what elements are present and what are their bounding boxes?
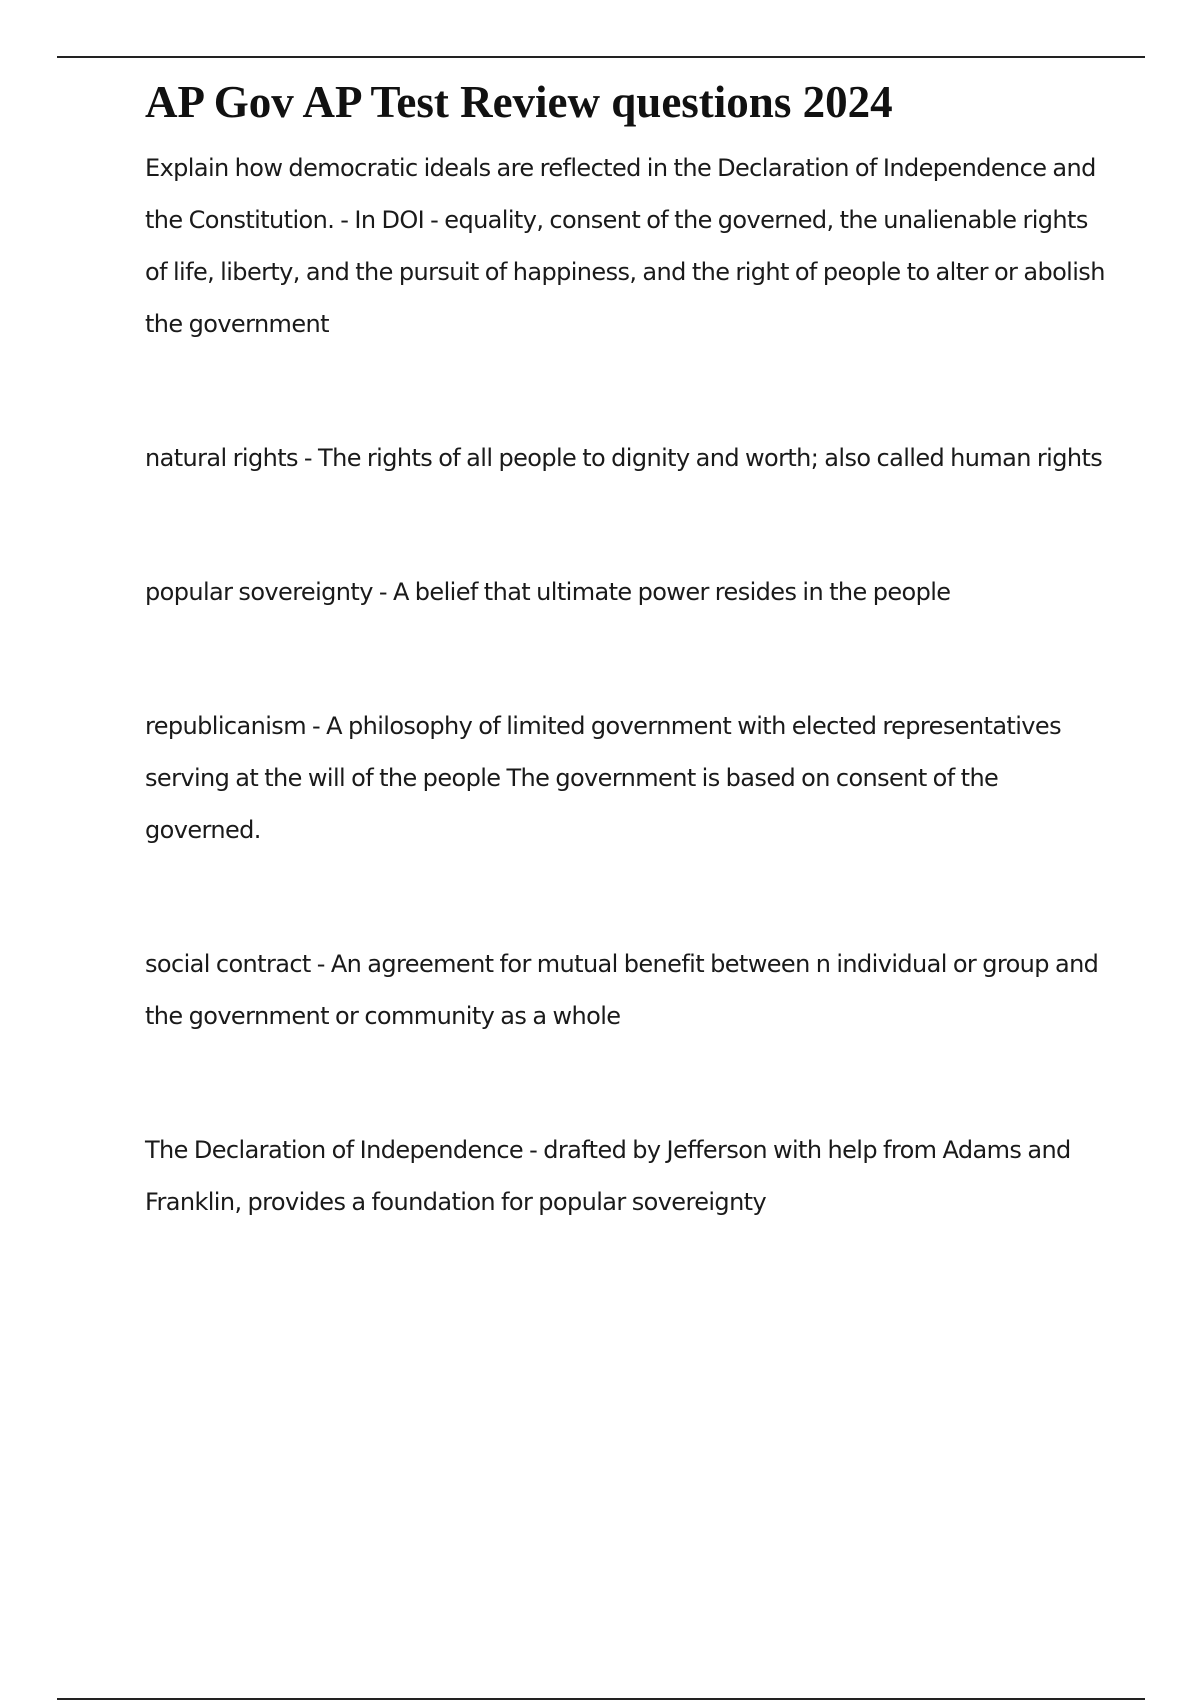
review-entries <box>145 142 1105 1228</box>
review-entry: natural rights - The rights of all people to dignity and worth; also called human rights <box>145 444 1103 472</box>
header-rule <box>57 56 1145 58</box>
review-entry: republicanism - A philosophy of limited government with elected representatives serving at the will of the people The government is based on consent of the governed. <box>145 712 1061 844</box>
review-entry: popular sovereignty - A belief that ultimate power resides in the people <box>145 578 951 606</box>
document-title: AP Gov AP Test Review questions 2024 <box>145 77 893 127</box>
document-page <box>145 72 1105 1310</box>
review-entry: Explain how democratic ideals are reflected in the Declaration of Independence and the Constitution. - In DOI - equality, consent of the governed, the unalienable rights of life, liberty, and the pursuit of happiness, and the right of people to alter or abolish the government <box>145 154 1105 338</box>
review-entry: social contract - An agreement for mutual benefit between n individual or group and the government or community as a whole <box>145 950 1099 1030</box>
review-entry: The Declaration of Independence - drafted by Jefferson with help from Adams and Franklin, provides a foundation for popular sovereignty <box>145 1136 1071 1216</box>
